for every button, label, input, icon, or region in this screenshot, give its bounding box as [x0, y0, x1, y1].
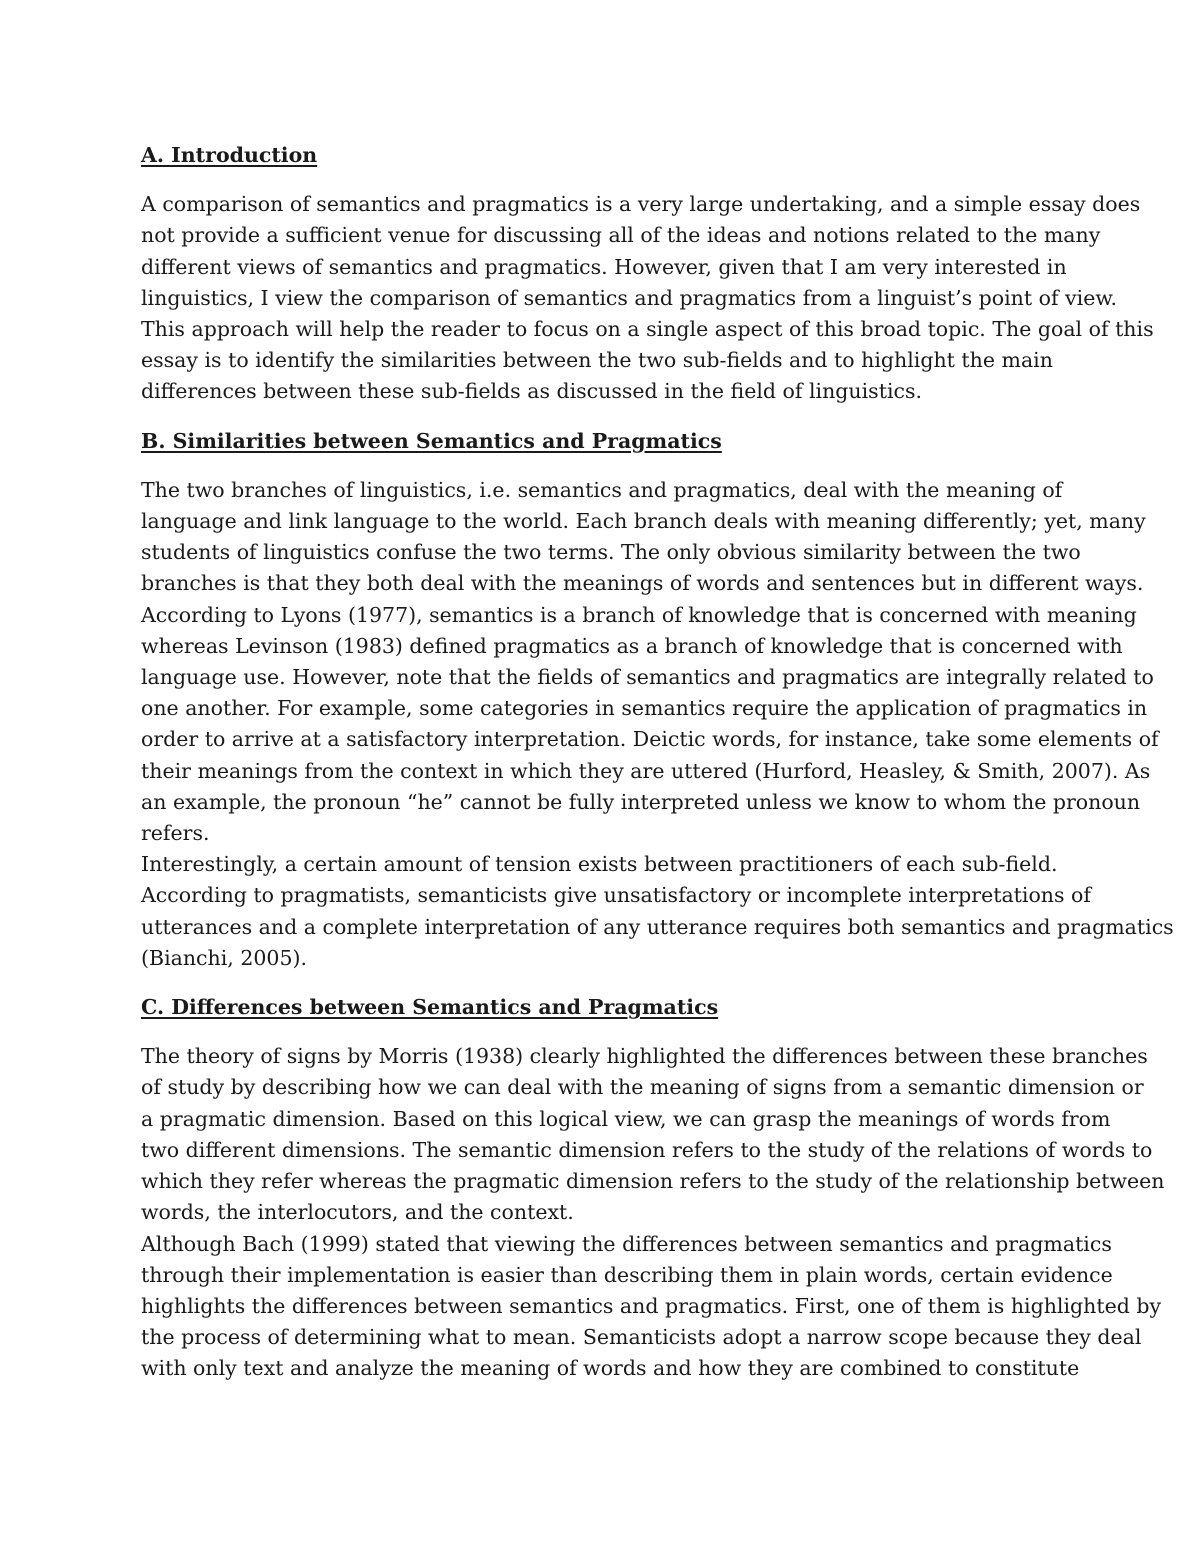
text-line: through their implementation is easier than describing them in plain words, certain evidence	[141, 1262, 1113, 1287]
text-line: differences between these sub-fields as discussed in the field of linguistics.	[141, 379, 923, 404]
text-line: words, the interlocutors, and the context.	[141, 1200, 574, 1225]
text-line: essay is to identify the similarities between the two sub-fields and to highlight the main	[141, 348, 1053, 373]
text-line: language use. However, note that the fields of semantics and pragmatics are integrally related to	[141, 665, 1154, 690]
section-heading: A. Introduction	[141, 143, 318, 167]
text-line: The theory of signs by Morris (1938) clearly highlighted the differences between these branches	[141, 1044, 1148, 1069]
section-similarities	[141, 426, 1174, 974]
text-line: language and link language to the world. Each branch deals with meaning differently; yet, many	[141, 509, 1146, 534]
paragraph	[141, 1229, 1162, 1385]
text-line: This approach will help the reader to focus on a single aspect of this broad topic. The goal of this	[141, 317, 1154, 342]
text-line: (Bianchi, 2005).	[141, 945, 308, 970]
paragraph	[141, 849, 1174, 974]
paragraph	[141, 1041, 1165, 1228]
text-line: utterances and a complete interpretation of any utterance requires both semantics and pragmatics	[141, 914, 1174, 939]
text-line: order to arrive at a satisfactory interpretation. Deictic words, for instance, take some elements of	[141, 727, 1159, 752]
text-line: A comparison of semantics and pragmatics is a very large undertaking, and a simple essay does	[141, 192, 1141, 217]
text-line: different views of semantics and pragmatics. However, given that I am very interested in	[141, 254, 1067, 279]
text-line: highlights the differences between semantics and pragmatics. First, one of them is highlighted by	[141, 1293, 1162, 1318]
text-line: an example, the pronoun “he” cannot be fully interpreted unless we know to whom the pronoun	[141, 789, 1141, 814]
section-introduction	[141, 140, 1154, 408]
text-line: branches is that they both deal with the meanings of words and sentences but in different ways.	[141, 571, 1144, 596]
document-body	[141, 140, 1174, 1403]
text-line: of study by describing how we can deal with the meaning of signs from a semantic dimension or	[141, 1075, 1144, 1100]
text-line: refers.	[141, 821, 210, 846]
text-line: the process of determining what to mean. Semanticists adopt a narrow scope because they deal	[141, 1325, 1142, 1350]
text-line: students of linguistics confuse the two terms. The only obvious similarity between the two	[141, 540, 1081, 565]
text-line: According to pragmatists, semanticists give unsatisfactory or incomplete interpretations of	[141, 883, 1091, 908]
section-differences	[141, 992, 1165, 1384]
section-heading: B. Similarities between Semantics and Pragmatics	[141, 428, 722, 453]
text-line: According to Lyons (1977), semantics is a branch of knowledge that is concerned with meaning	[141, 602, 1137, 627]
text-line: one another. For example, some categories in semantics require the application of pragmatics in	[141, 696, 1148, 721]
text-line: linguistics, I view the comparison of semantics and pragmatics from a linguist’s point of view.	[141, 285, 1117, 310]
text-line: their meanings from the context in which they are uttered (Hurford, Heasley, & Smith, 2007). As	[141, 758, 1151, 783]
text-line: two different dimensions. The semantic dimension refers to the study of the relations of words to	[141, 1137, 1153, 1162]
text-line: whereas Levinson (1983) defined pragmatics as a branch of knowledge that is concerned with	[141, 633, 1123, 658]
text-line: not provide a sufficient venue for discussing all of the ideas and notions related to the many	[141, 223, 1101, 248]
section-heading: C. Differences between Semantics and Pragmatics	[141, 995, 719, 1020]
paragraph	[141, 475, 1159, 849]
text-line: Although Bach (1999) stated that viewing the differences between semantics and pragmatics	[141, 1231, 1112, 1256]
paragraph	[141, 189, 1154, 407]
text-line: a pragmatic dimension. Based on this logical view, we can grasp the meanings of words from	[141, 1106, 1111, 1131]
text-line: which they refer whereas the pragmatic dimension refers to the study of the relationship between	[141, 1169, 1165, 1194]
text-line: The two branches of linguistics, i.e. semantics and pragmatics, deal with the meaning of	[141, 477, 1063, 502]
text-line: with only text and analyze the meaning of words and how they are combined to constitute	[141, 1356, 1080, 1381]
text-line: Interestingly, a certain amount of tension exists between practitioners of each sub-field.	[141, 852, 1058, 877]
